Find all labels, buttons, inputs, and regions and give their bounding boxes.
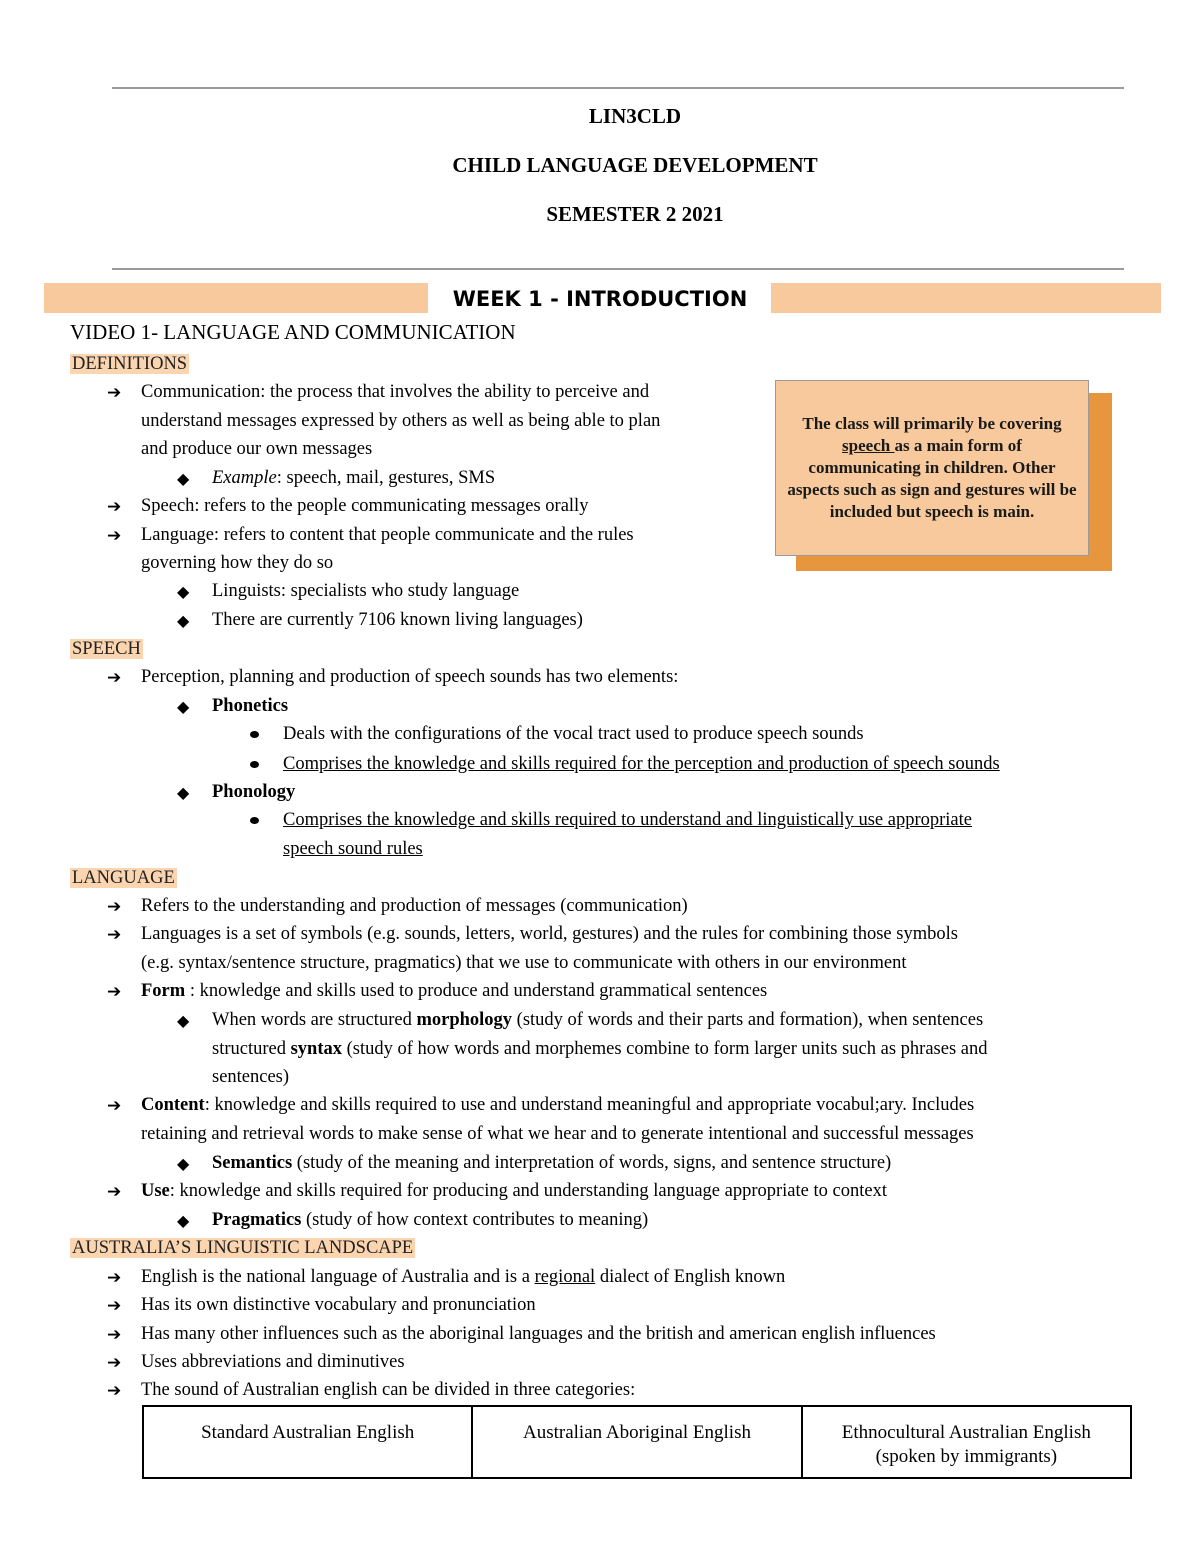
arrow-icon: ➔ xyxy=(107,1381,122,1401)
week-title: WEEK 1 - INTRODUCTION xyxy=(452,287,748,311)
definition-communication: Communication: the process that involves the ability to perceive and xyxy=(141,382,650,402)
diamond-bullet-icon: ◆ xyxy=(177,1211,190,1230)
top-rule xyxy=(112,87,1124,89)
table-cell: Australian Aboriginal English xyxy=(472,1406,801,1478)
arrow-icon: ➔ xyxy=(107,1325,122,1345)
living-languages-line: There are currently 7106 known living languages) xyxy=(212,610,583,630)
definition-communication-cont: and produce our own messages xyxy=(141,439,373,459)
table-cell: Ethnocultural Australian English (spoken by immigrants) xyxy=(802,1406,1131,1478)
semantics-line: Semantics (study of the meaning and interpretation of words, signs, and sentence structure) xyxy=(212,1153,892,1173)
syntax-line-end: sentences) xyxy=(212,1067,290,1087)
diamond-bullet-icon: ◆ xyxy=(177,469,190,488)
course-title: CHILD LANGUAGE DEVELOPMENT xyxy=(452,153,818,177)
diamond-bullet-icon: ◆ xyxy=(177,1011,190,1030)
dot-bullet-icon xyxy=(250,817,259,824)
vocabulary-line: Has its own distinctive vocabulary and pronunciation xyxy=(141,1295,536,1315)
diamond-bullet-icon: ◆ xyxy=(177,783,190,802)
content-line-cont: retaining and retrieval words to make sense of what we hear and to generate intentional and successful messages xyxy=(141,1124,974,1144)
bottom-rule xyxy=(112,268,1124,270)
phonetics-label: Phonetics xyxy=(212,696,289,716)
week-bar-left xyxy=(44,283,428,313)
language-refers: Refers to the understanding and production of messages (communication) xyxy=(141,896,688,916)
arrow-icon: ➔ xyxy=(107,497,122,517)
arrow-icon: ➔ xyxy=(107,526,122,546)
phonology-point: Comprises the knowledge and skills required to understand and linguistically use appropriate xyxy=(283,810,972,830)
morphology-line: When words are structured morphology (study of words and their parts and formation), when sentences xyxy=(212,1010,984,1030)
phonetics-point: Deals with the configurations of the vocal tract used to produce speech sounds xyxy=(283,724,864,744)
diamond-bullet-icon: ◆ xyxy=(177,697,190,716)
sound-categories-line: The sound of Australian english can be divided in three categories: xyxy=(141,1380,636,1400)
pragmatics-line: Pragmatics (study of how context contributes to meaning) xyxy=(212,1210,649,1230)
callout-text: The class will primarily be covering speech as a main form of communicating in children. Other aspects such as sign and gestures will be included but speech is main. xyxy=(787,414,1077,521)
content-line: Content: knowledge and skills required to use and understand meaningful and appropriate vocabul;ary. Includes xyxy=(141,1095,975,1115)
table-row xyxy=(143,1406,1131,1478)
definition-communication-cont: understand messages expressed by others as well as being able to plan xyxy=(141,411,661,431)
diamond-bullet-icon: ◆ xyxy=(177,611,190,630)
arrow-icon: ➔ xyxy=(107,982,122,1002)
australia-heading: AUSTRALIA’S LINGUISTIC LANDSCAPE xyxy=(72,1238,414,1258)
arrow-icon: ➔ xyxy=(107,1096,122,1116)
arrow-icon: ➔ xyxy=(107,1353,122,1373)
arrow-icon: ➔ xyxy=(107,1182,122,1202)
diamond-bullet-icon: ◆ xyxy=(177,582,190,601)
language-symbols: Languages is a set of symbols (e.g. sounds, letters, world, gestures) and the rules for combining those symbols xyxy=(141,924,958,944)
definition-language-cont: governing how they do so xyxy=(141,553,334,573)
arrow-icon: ➔ xyxy=(107,897,122,917)
course-code: LIN3CLD xyxy=(588,104,682,128)
arrow-icon: ➔ xyxy=(107,1296,122,1316)
phonetics-point: Comprises the knowledge and skills required for the perception and production of speech sounds xyxy=(283,754,1000,774)
dot-bullet-icon xyxy=(250,731,259,738)
definition-speech: Speech: refers to the people communicating messages orally xyxy=(141,496,589,516)
speech-intro: Perception, planning and production of speech sounds has two elements: xyxy=(141,667,679,687)
phonology-label: Phonology xyxy=(212,782,296,802)
table-cell: Standard Australian English xyxy=(143,1406,472,1478)
speech-heading: SPEECH xyxy=(72,639,141,659)
influences-line: Has many other influences such as the aboriginal languages and the british and american english influences xyxy=(141,1324,936,1344)
language-symbols-cont: (e.g. syntax/sentence structure, pragmatics) that we use to communicate with others in our environment xyxy=(141,953,907,973)
form-line: Form : knowledge and skills used to produce and understand grammatical sentences xyxy=(141,981,768,1001)
semester-title: SEMESTER 2 2021 xyxy=(546,202,724,226)
example-line: Example: speech, mail, gestures, SMS xyxy=(212,468,496,488)
language-heading: LANGUAGE xyxy=(72,868,175,888)
use-line: Use: knowledge and skills required for producing and understanding language appropriate to context xyxy=(141,1181,887,1201)
definition-language: Language: refers to content that people communicate and the rules xyxy=(141,525,634,545)
linguists-line: Linguists: specialists who study language xyxy=(212,581,520,601)
arrow-icon: ➔ xyxy=(107,668,122,688)
national-language-line: English is the national language of Australia and is a regional dialect of English known xyxy=(141,1267,786,1287)
arrow-icon: ➔ xyxy=(107,1268,122,1288)
diamond-bullet-icon: ◆ xyxy=(177,1154,190,1173)
dot-bullet-icon xyxy=(250,761,259,768)
arrow-icon: ➔ xyxy=(107,925,122,945)
arrow-icon: ➔ xyxy=(107,383,122,403)
english-categories-table xyxy=(142,1405,1132,1479)
week-bar-right xyxy=(771,283,1161,313)
syntax-line: structured syntax (study of how words and morphemes combine to form larger units such as phrases and xyxy=(212,1039,988,1059)
callout-box xyxy=(775,380,1089,556)
abbreviations-line: Uses abbreviations and diminutives xyxy=(141,1352,405,1372)
video-title: VIDEO 1- LANGUAGE AND COMMUNICATION xyxy=(70,320,516,344)
phonology-point-cont: speech sound rules xyxy=(283,839,423,859)
definitions-heading: DEFINITIONS xyxy=(72,354,188,374)
